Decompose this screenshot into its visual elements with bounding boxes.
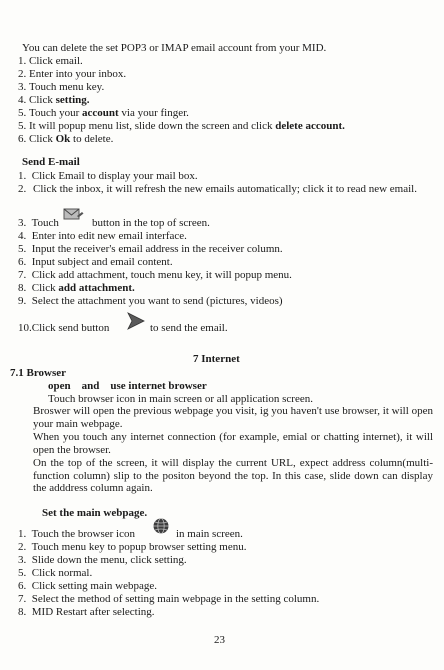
send-step-2-number: 2. (18, 183, 27, 195)
step-text: MID Restart after selecting. (31, 606, 155, 618)
main-webpage-heading: Set the main webpage. (42, 507, 148, 519)
send-step-9 (18, 295, 283, 308)
send-step-2-text: Click the inbox, it will refresh the new emails automatically; click it to read new email. (33, 183, 417, 195)
step-number: 4. (18, 230, 27, 242)
delete-step (18, 81, 104, 94)
page-number: 23 (214, 634, 225, 646)
step-text: Touch the browser icon (31, 528, 135, 540)
send-step-1 (18, 170, 198, 183)
step-number: 5. (18, 567, 27, 579)
send-arrow-icon (126, 312, 146, 334)
step-number: 1. (18, 55, 29, 67)
step-text: via your finger. (118, 107, 189, 119)
send-step-10-after: to send the email. (150, 322, 228, 334)
step-text: Click (29, 133, 56, 145)
main-step-3 (18, 554, 187, 567)
step-number: 10. (18, 322, 32, 334)
step-number: 7. (18, 269, 27, 281)
step-text: Click add attachment, touch menu key, it will popup menu. (31, 269, 292, 281)
step-text: Click Email to display your mail box. (31, 170, 198, 182)
step-number: 3. (18, 81, 29, 93)
step-bold-text: add attachment. (58, 282, 135, 294)
step-bold-text: account (82, 107, 119, 119)
step-bold-text: setting. (55, 94, 90, 106)
step-text: It will popup menu list, slide down the screen and click (29, 120, 276, 132)
main-step-1-after: in main screen. (176, 528, 243, 540)
step-number: 5. (18, 243, 27, 255)
send-step-5 (18, 243, 283, 256)
step-number: 7. (18, 593, 27, 605)
send-step-3-after: button in the top of screen. (92, 217, 210, 229)
delete-step (18, 133, 113, 146)
step-number: 3. (18, 217, 27, 229)
step-text: Click (31, 282, 59, 294)
send-step-4 (18, 230, 187, 243)
browser-paragraph-4: On the top of the screen, it will display the current URL, expect address column(multi-function column) slip to the positon beyond the top. In this case, slide down can display the adddress column again. (33, 457, 433, 495)
step-text: Click email. (29, 55, 83, 67)
step-number: 6. (18, 133, 29, 145)
delete-step (18, 120, 345, 133)
step-text: Select the method of setting main webpage in the setting column. (31, 593, 320, 605)
step-text: Slide down the menu, click setting. (31, 554, 187, 566)
step-number: 1. (18, 528, 27, 540)
step-number: 2. (18, 68, 29, 80)
subsection-word: open (48, 380, 71, 392)
send-step-10 (18, 322, 109, 335)
delete-step (18, 55, 83, 68)
compose-mail-icon (62, 207, 84, 227)
step-text: Enter into your inbox. (29, 68, 127, 80)
step-number: 4. (18, 94, 29, 106)
step-text: Input subject and email content. (31, 256, 173, 268)
step-number: 5. (18, 120, 29, 132)
step-number: 6. (18, 256, 27, 268)
step-text: Click (29, 94, 56, 106)
main-step-5 (18, 567, 92, 580)
step-number: 5. (18, 107, 29, 119)
step-number: 8. (18, 606, 27, 618)
step-bold-text: delete account. (275, 120, 345, 132)
step-text: Select the attachment you want to send (pictures, videos) (31, 295, 283, 307)
step-text: Touch menu key. (29, 81, 105, 93)
main-step-6 (18, 580, 157, 593)
send-email-heading: Send E-mail (22, 156, 80, 168)
browser-paragraph-1: Touch browser icon in main screen or all application screen. (48, 393, 313, 405)
browser-paragraph-3: When you touch any internet connection (for example, emial or chatting internet), it will open the browser. (33, 431, 433, 456)
step-number: 8. (18, 282, 27, 294)
step-text: Click normal. (31, 567, 93, 579)
send-step-8 (18, 282, 135, 295)
step-number: 9. (18, 295, 27, 307)
step-text: Input the receiver's email address in the receiver column. (31, 243, 283, 255)
subsection-word: and (81, 380, 100, 392)
step-number: 1. (18, 170, 27, 182)
step-text: Touch (31, 217, 59, 229)
step-number: 6. (18, 580, 27, 592)
step-number: 3. (18, 554, 27, 566)
delete-step (18, 107, 189, 120)
subsection-word: use internet browser (110, 380, 207, 392)
browser-paragraph-2: Broswer will open the previous webpage you visit, ig you haven't use browser, it will open your main webpage. (33, 405, 433, 430)
globe-icon (152, 517, 170, 539)
chapter-title: 7 Internet (193, 353, 240, 365)
subsection-title (48, 380, 207, 393)
step-text: Touch your (29, 107, 82, 119)
send-step-3 (18, 217, 59, 230)
step-text: Touch menu key to popup browser setting menu. (31, 541, 247, 553)
delete-step (18, 94, 90, 107)
step-text: Click setting main webpage. (31, 580, 157, 592)
step-text: Click send button (31, 322, 110, 334)
section-title: 7.1 Browser (10, 367, 67, 379)
step-text: Enter into edit new email interface. (31, 230, 187, 242)
main-step-8 (18, 606, 155, 619)
step-number: 2. (18, 541, 27, 553)
send-step-6 (18, 256, 173, 269)
step-text: to delete. (70, 133, 114, 145)
main-step-7 (18, 593, 319, 606)
delete-step (18, 68, 126, 81)
main-step-2 (18, 541, 246, 554)
send-step-7 (18, 269, 292, 282)
main-step-1 (18, 528, 135, 541)
step-bold-text: Ok (55, 133, 71, 145)
intro-text: You can delete the set POP3 or IMAP email account from your MID. (22, 42, 327, 54)
